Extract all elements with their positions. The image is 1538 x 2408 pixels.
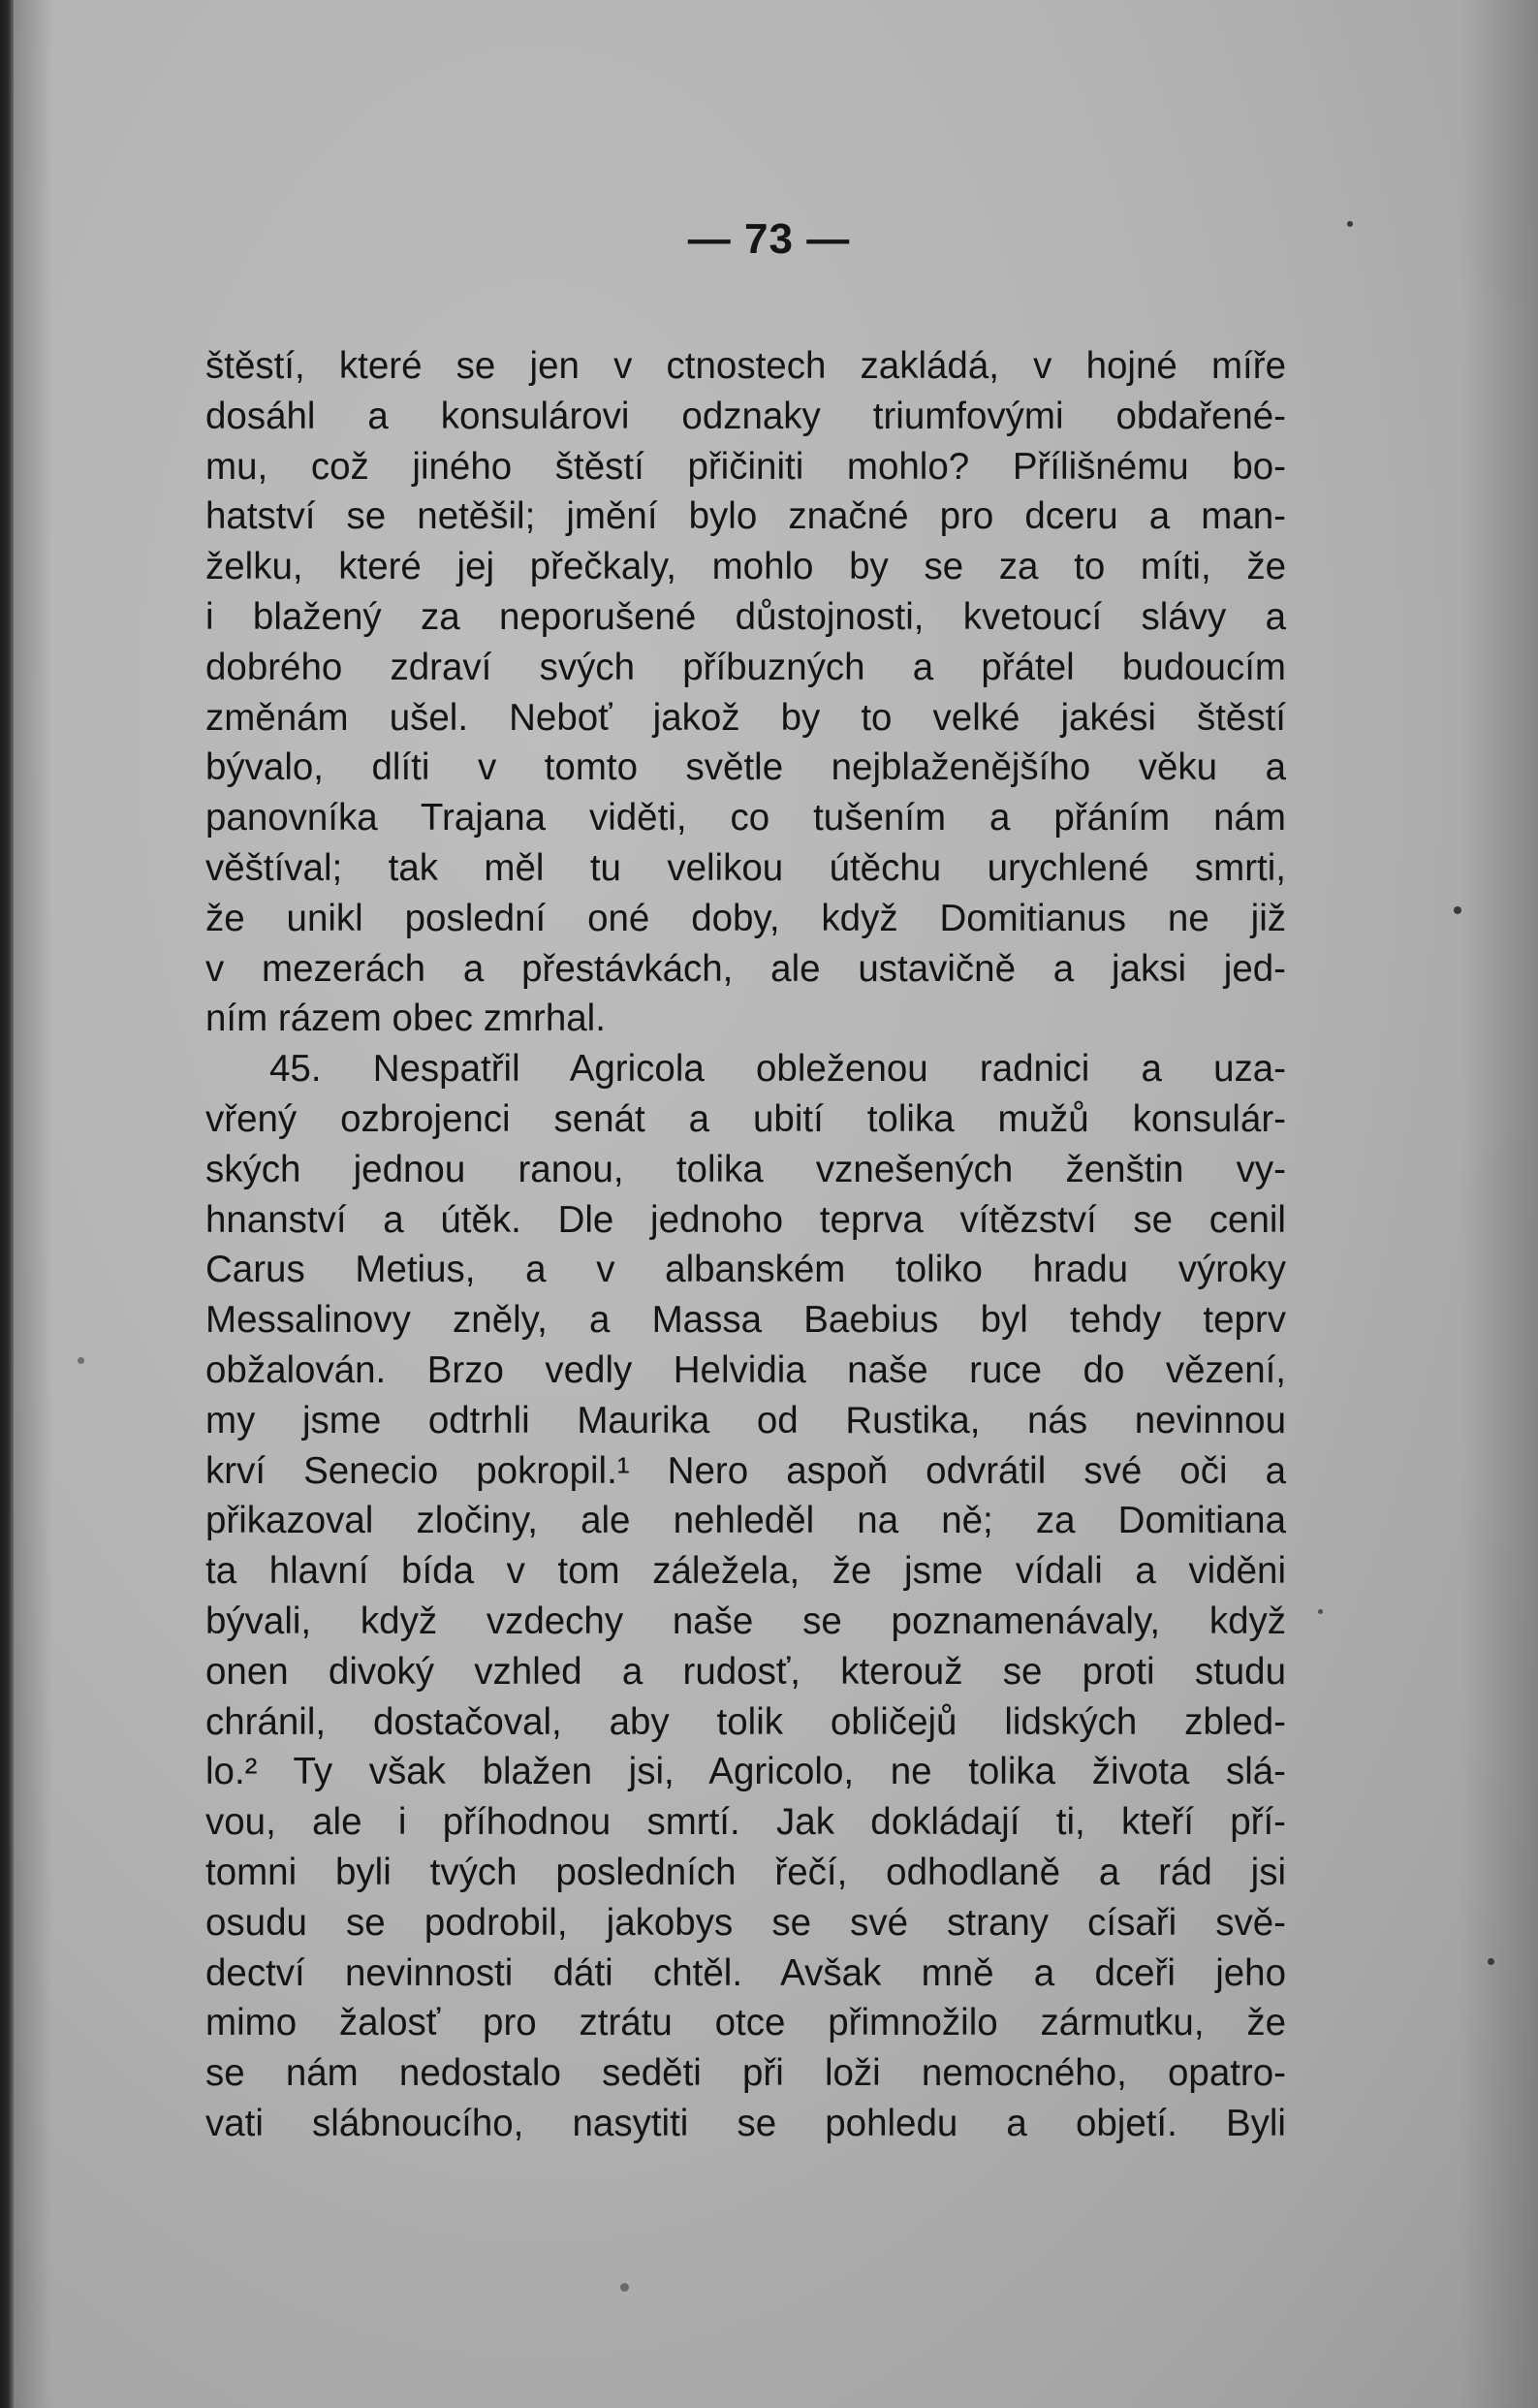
text-line: se nám nedostalo seděti při loži nemocného, opatro- (205, 2052, 1286, 2095)
text-line: ta hlavní bída v tom záležela, že jsme vídali a viděni (205, 1550, 1286, 1593)
text-line: ských jednou ranou, tolika vznešených ženštin vy- (205, 1148, 1286, 1190)
body-text (205, 341, 1286, 2149)
paper-speck (1488, 1958, 1494, 1965)
text-line: želku, které jej přečkaly, mohlo by se za to míti, že (205, 546, 1286, 588)
text-line: onen divoký vzhled a rudosť, kterouž se proti studu (205, 1650, 1286, 1693)
text-line: přikazoval zločiny, ale nehleděl na ně; za Domitiana (205, 1500, 1286, 1542)
text-line: štěstí, které se jen v ctnostech zakládá, v hojné míře (205, 345, 1286, 387)
text-line: obžalován. Brzo vedly Helvidia naše ruce do vězení, (205, 1348, 1286, 1391)
paper-speck (1347, 221, 1353, 227)
book-spine (0, 0, 14, 2408)
text-line: že unikl poslední oné doby, když Domitianus ne již (205, 897, 1286, 939)
text-line: změnám ušel. Neboť jakož by to velké jakési štěstí (205, 696, 1286, 739)
text-line: dectví nevinnosti dáti chtěl. Avšak mně a dceři jeho (205, 1951, 1286, 1994)
text-line: panovníka Trajana viděti, co tušením a přáním nám (205, 797, 1286, 840)
paper-speck (1454, 906, 1461, 914)
text-line: i blažený za neporušené důstojnosti, kvetoucí slávy a (205, 595, 1286, 638)
paper-speck (78, 1357, 84, 1364)
text-line: mu, což jiného štěstí přičiniti mohlo? Přílišnému bo- (205, 445, 1286, 488)
text-line: hnanství a útěk. Dle jednoho teprva vítězství se cenil (205, 1198, 1286, 1241)
text-line: věštíval; tak měl tu velikou útěchu urychlené smrti, (205, 846, 1286, 889)
page-number: — 73 — (687, 215, 851, 263)
text-line: bývali, když vzdechy naše se poznamenávaly, když (205, 1600, 1286, 1642)
paper-speck (1318, 1609, 1323, 1614)
text-line: my jsme odtrhli Maurika od Rustika, nás nevinnou (205, 1399, 1286, 1442)
text-line: v mezerách a přestávkách, ale ustavičně a jaksi jed- (205, 947, 1286, 990)
text-line: dosáhl a konsulárovi odznaky triumfovými obdařené- (205, 395, 1286, 437)
text-line: hatství se netěšil; jmění bylo značné pro dceru a man- (205, 495, 1286, 538)
text-line: Messalinovy zněly, a Massa Baebius byl tehdy teprv (205, 1299, 1286, 1342)
paper-speck (620, 2283, 629, 2292)
text-line: krví Senecio pokropil.¹ Nero aspoň odvrátil své oči a (205, 1449, 1286, 1492)
paragraph-start-line: 45. Nespatřil Agricola obleženou radnici a uza- (269, 1048, 1286, 1091)
text-line: tomni byli tvých posledních řečí, odhodlaně a rád jsi (205, 1851, 1286, 1893)
text-line: Carus Metius, a v albanském toliko hradu výroky (205, 1249, 1286, 1291)
text-line: vřený ozbrojenci senát a ubití tolika mužů konsulár- (205, 1097, 1286, 1140)
text-line: vou, ale i příhodnou smrtí. Jak dokládají ti, kteří pří- (205, 1801, 1286, 1844)
text-line: ním rázem obec zmrhal. (205, 998, 606, 1040)
text-line: bývalo, dlíti v tomto světle nejblaženějšího věku a (205, 746, 1286, 789)
text-line: lo.² Ty však blažen jsi, Agricolo, ne tolika života slá- (205, 1751, 1286, 1793)
page-edge-shadow (1460, 0, 1538, 2408)
text-line: dobrého zdraví svých příbuzných a přátel budoucím (205, 646, 1286, 688)
spine-shadow (14, 0, 52, 2408)
text-line: vati slábnoucího, nasytiti se pohledu a objetí. Byli (205, 2102, 1286, 2144)
text-line: mimo žalosť pro ztrátu otce přimnožilo zármutku, že (205, 2002, 1286, 2044)
text-line: osudu se podrobil, jakobys se své strany císaři svě- (205, 1901, 1286, 1944)
text-line: chránil, dostačoval, aby tolik obličejů lidských zbled- (205, 1700, 1286, 1743)
